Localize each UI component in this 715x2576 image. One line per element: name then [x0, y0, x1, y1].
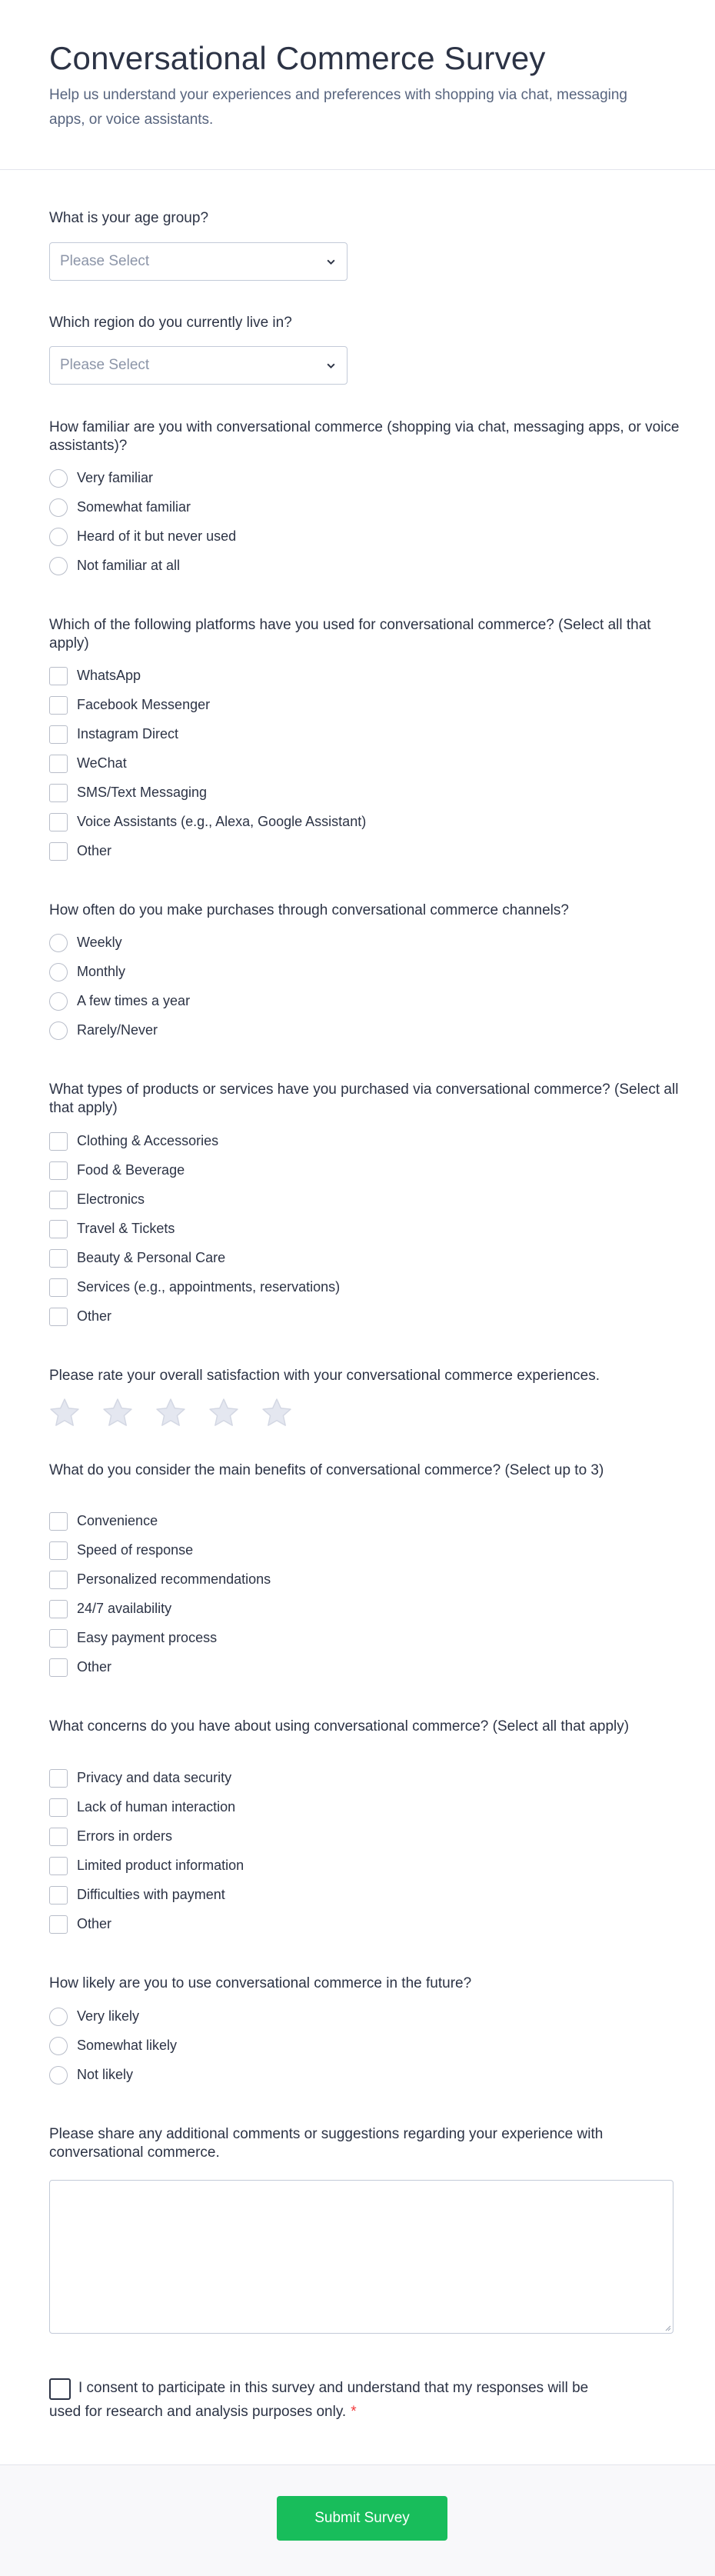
option-label: WhatsApp — [77, 668, 141, 683]
option-label: Difficulties with payment — [77, 1887, 225, 1902]
region-select[interactable] — [49, 346, 348, 385]
option-label: Other — [77, 1916, 112, 1931]
option-label: Speed of response — [77, 1542, 194, 1558]
question-benefits-label: What do you consider the main benefits of conversational commerce? (Select up to 3) — [49, 1462, 604, 1478]
checkbox[interactable] — [49, 1132, 68, 1151]
option-label: Very familiar — [77, 470, 154, 485]
checkbox[interactable] — [49, 1220, 68, 1238]
option-label: Heard of it but never used — [77, 528, 237, 544]
radio-button[interactable] — [49, 2066, 68, 2084]
checkbox[interactable] — [49, 1308, 68, 1326]
question-frequency-label: How often do you make purchases through conversational commerce channels? — [49, 902, 569, 918]
option-label: Lack of human interaction — [77, 1799, 236, 1815]
option-label: Privacy and data security — [77, 1770, 232, 1785]
star-icon[interactable] — [154, 1396, 188, 1430]
option-label: SMS/Text Messaging — [77, 785, 208, 800]
checkbox[interactable] — [49, 1249, 68, 1268]
chevron-down-icon — [326, 257, 336, 267]
option-label: 24/7 availability — [77, 1601, 172, 1616]
option-label: Not likely — [77, 2067, 134, 2082]
star-icon[interactable] — [207, 1396, 241, 1430]
checkbox[interactable] — [49, 1857, 68, 1875]
checkbox[interactable] — [49, 755, 68, 773]
question-concerns-label: What concerns do you have about using conversational commerce? (Select all that apply) — [49, 1718, 630, 1735]
checkbox[interactable] — [49, 784, 68, 802]
option-label: Somewhat likely — [77, 2038, 178, 2053]
option-label: Not familiar at all — [77, 558, 181, 573]
checkbox[interactable] — [49, 667, 68, 685]
option-label: Facebook Messenger — [77, 697, 211, 712]
checkbox[interactable] — [49, 1658, 68, 1677]
checkbox[interactable] — [49, 813, 68, 831]
question-satisfaction-label: Please rate your overall satisfaction with your conversational commerce experiences. — [49, 1368, 600, 1384]
question-future-label: How likely are you to use conversational commerce in the future? — [49, 1975, 472, 1991]
star-icon[interactable] — [101, 1396, 135, 1430]
radio-button[interactable] — [49, 992, 68, 1011]
checkbox[interactable] — [49, 842, 68, 861]
checkbox[interactable] — [49, 1571, 68, 1589]
option-label: Rarely/Never — [77, 1022, 158, 1038]
option-label: Convenience — [77, 1513, 158, 1528]
checkbox[interactable] — [49, 696, 68, 715]
checkbox[interactable] — [49, 1191, 68, 1209]
question-familiarity-label: How familiar are you with conversational commerce (shopping via chat, messaging apps, or voice assistants)? — [49, 419, 680, 454]
star-icon[interactable] — [48, 1396, 81, 1430]
checkbox[interactable] — [49, 1798, 68, 1817]
option-label: WeChat — [77, 755, 127, 771]
radio-button[interactable] — [49, 963, 68, 981]
radio-button[interactable] — [49, 528, 68, 546]
option-label: Personalized recommendations — [77, 1571, 271, 1587]
page-subtitle: Help us understand your experiences and preferences with shopping via chat, messaging apps, or voice assistants. — [49, 87, 628, 128]
option-label: Travel & Tickets — [77, 1221, 175, 1236]
option-label: Very likely — [77, 2008, 140, 2024]
option-label: Voice Assistants (e.g., Alexa, Google Assistant) — [77, 814, 367, 829]
page-title: Conversational Commerce Survey — [49, 40, 546, 76]
option-label: Other — [77, 1659, 112, 1675]
submit-button[interactable]: Submit Survey — [277, 2496, 447, 2541]
resize-handle-icon[interactable] — [663, 2324, 671, 2331]
checkbox[interactable] — [49, 1629, 68, 1648]
checkbox[interactable] — [49, 725, 68, 744]
form-header — [0, 0, 715, 170]
option-label: Instagram Direct — [77, 726, 179, 741]
option-label: Somewhat familiar — [77, 499, 191, 515]
age-select-placeholder: Please Select — [60, 253, 150, 269]
consent-text: I consent to participate in this survey and understand that my responses will be used for research and analysis purposes only. — [49, 2380, 589, 2420]
option-label: Other — [77, 1308, 112, 1324]
option-label: Errors in orders — [77, 1828, 173, 1844]
radio-button[interactable] — [49, 469, 68, 488]
option-label: Services (e.g., appointments, reservations) — [77, 1279, 341, 1295]
option-label: Electronics — [77, 1191, 145, 1207]
star-icon[interactable] — [260, 1396, 294, 1430]
option-label: Clothing & Accessories — [77, 1133, 219, 1148]
checkbox[interactable] — [49, 1828, 68, 1846]
option-label: Other — [77, 843, 112, 858]
option-label: Weekly — [77, 935, 122, 950]
checkbox[interactable] — [49, 1278, 68, 1297]
radio-button[interactable] — [49, 934, 68, 952]
question-products-label: What types of products or services have you purchased via conversational commerce? (Select all that apply) — [49, 1081, 679, 1116]
radio-button[interactable] — [49, 557, 68, 575]
question-age-label: What is your age group? — [49, 210, 209, 226]
option-label: Easy payment process — [77, 1630, 218, 1645]
checkbox[interactable] — [49, 1600, 68, 1618]
question-platforms-label: Which of the following platforms have you used for conversational commerce? (Select all that apply) — [49, 617, 651, 651]
checkbox[interactable] — [49, 1915, 68, 1934]
checkbox[interactable] — [49, 1769, 68, 1788]
radio-button[interactable] — [49, 2037, 68, 2055]
checkbox[interactable] — [49, 1541, 68, 1560]
age-select[interactable] — [49, 242, 348, 281]
option-label: Beauty & Personal Care — [77, 1250, 226, 1265]
checkbox[interactable] — [49, 1886, 68, 1905]
radio-button[interactable] — [49, 2008, 68, 2026]
question-comments-label: Please share any additional comments or suggestions regarding your experience with conversational commerce. — [49, 2126, 604, 2161]
checkbox[interactable] — [49, 1161, 68, 1180]
consent-label — [49, 2376, 618, 2424]
option-label: Limited product information — [77, 1858, 244, 1873]
comments-textarea[interactable] — [49, 2180, 673, 2334]
option-label: A few times a year — [77, 993, 191, 1008]
option-label: Monthly — [77, 964, 126, 979]
option-label: Food & Beverage — [77, 1162, 185, 1178]
question-region-label: Which region do you currently live in? — [49, 315, 292, 331]
checkbox[interactable] — [49, 1512, 68, 1531]
region-select-placeholder: Please Select — [60, 357, 150, 373]
radio-button[interactable] — [49, 498, 68, 517]
radio-button[interactable] — [49, 1021, 68, 1040]
chevron-down-icon — [326, 361, 336, 371]
required-asterisk: * — [351, 2404, 357, 2420]
